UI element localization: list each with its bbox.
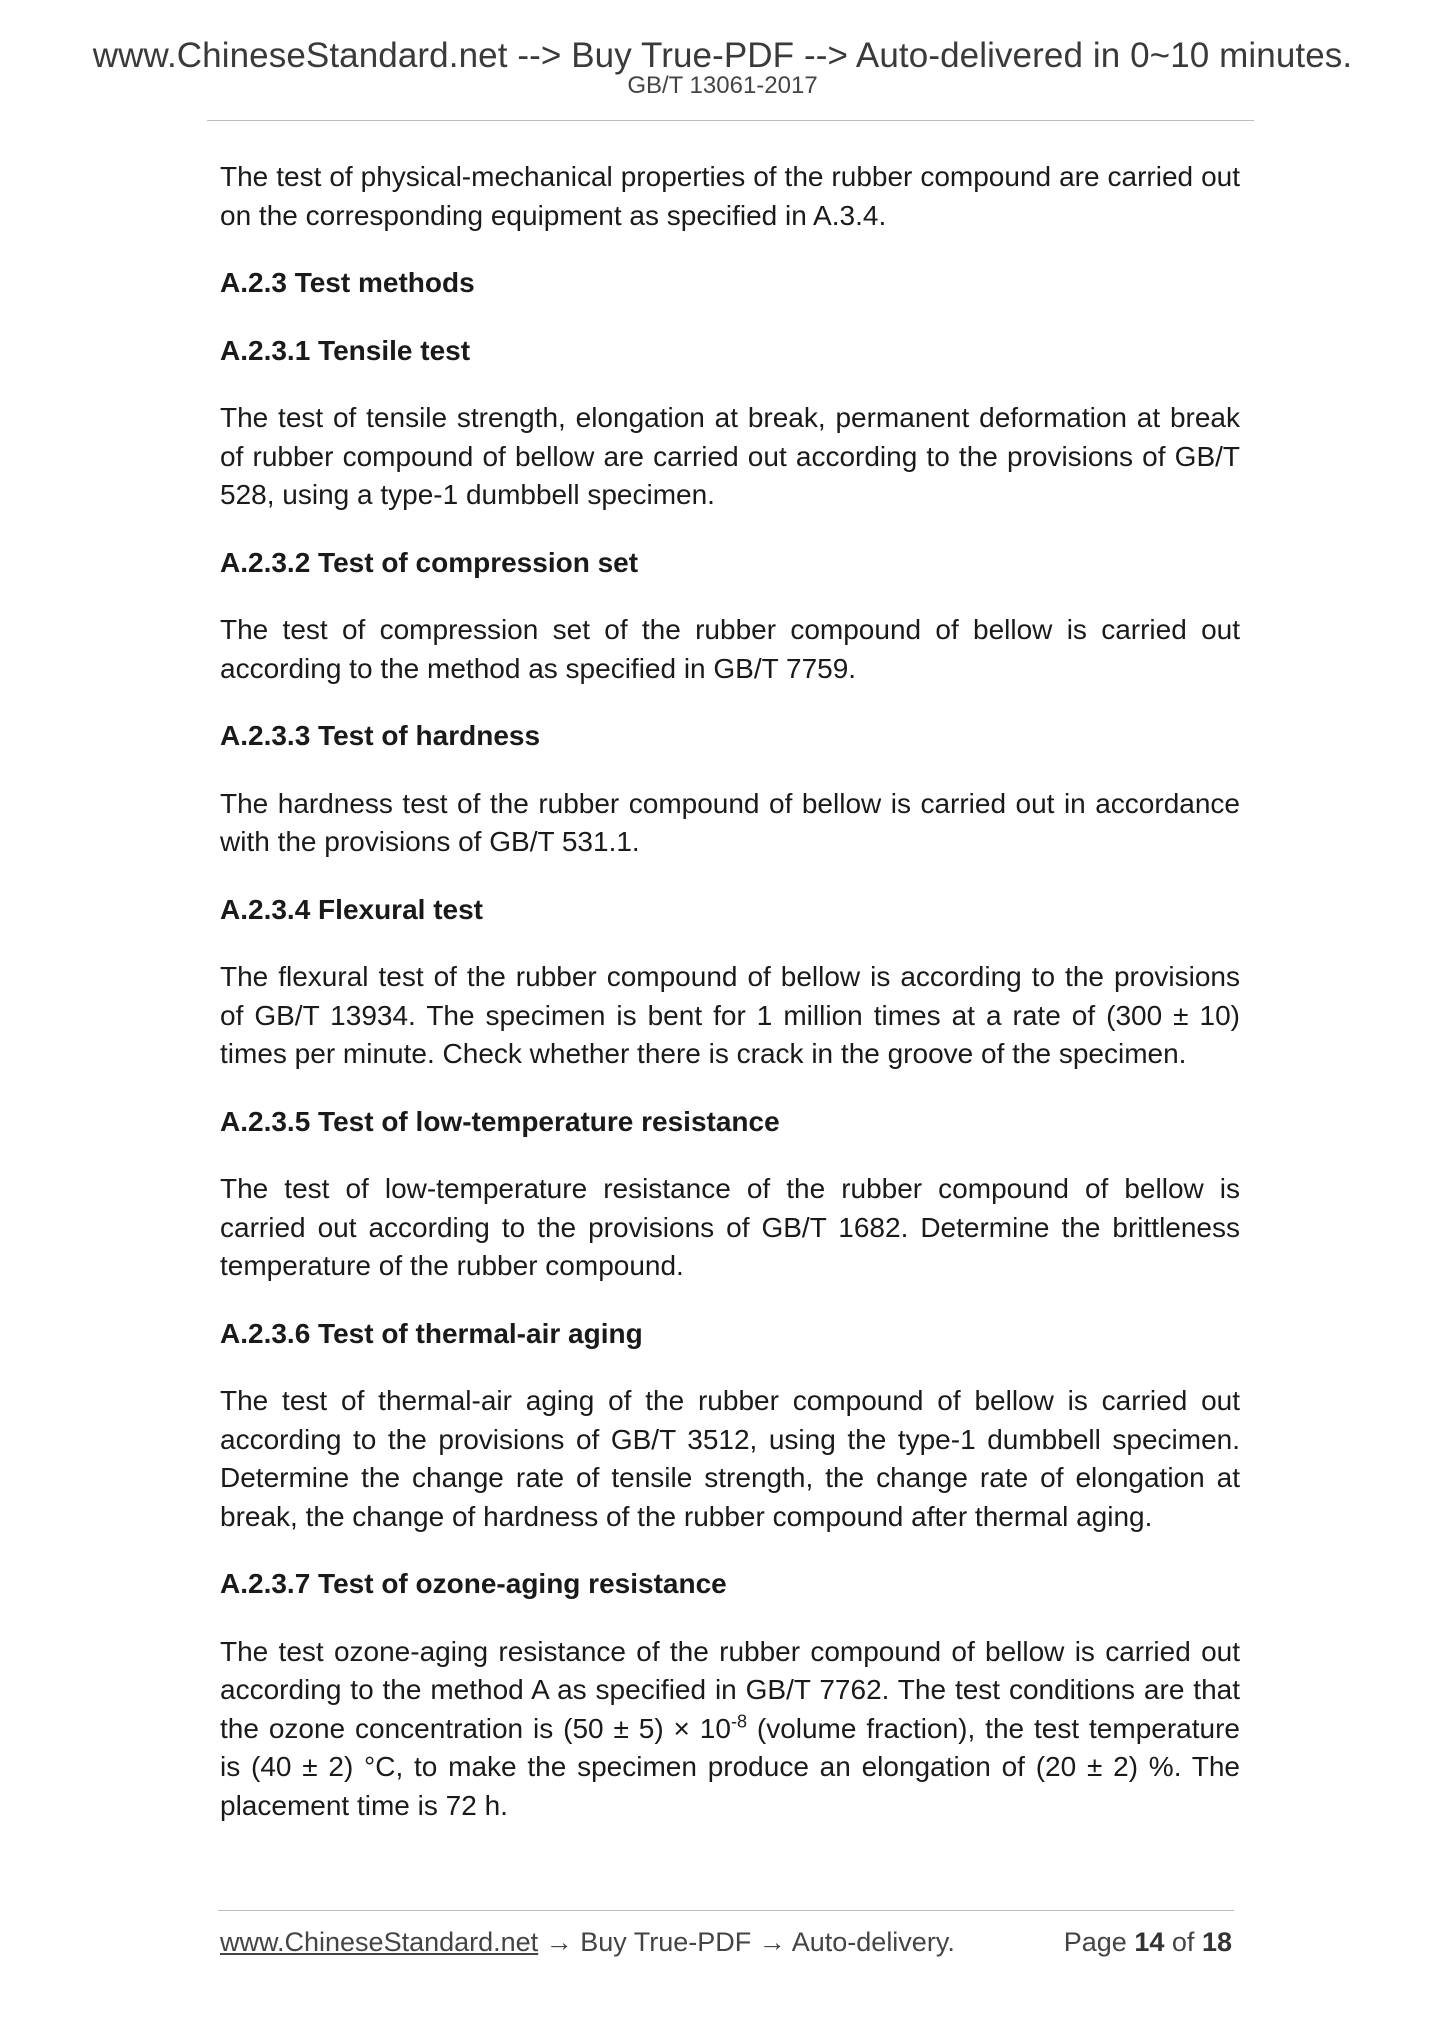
ozone-text-part-2: (volume fraction), the test temperature is (40 ± 2) °C, to make the specimen produce an elongation of (20 ± 2) %. The placement time is 72 h. bbox=[220, 1712, 1240, 1821]
footer-trail: → Buy True-PDF → Auto-delivery. bbox=[538, 1927, 955, 1957]
footer-site-link[interactable]: www.ChineseStandard.net bbox=[220, 1927, 539, 1957]
heading-ozone-aging: A.2.3.7 Test of ozone-aging resistance bbox=[220, 1568, 727, 1599]
header-divider bbox=[207, 120, 1254, 121]
ozone-text-part-1: The test ozone-aging resistance of the rubber compound of bellow is carried out according to the method A as specified in GB/T 7762. The test conditions are that the ozone concentration is (50 ± 5) × 10 bbox=[220, 1635, 1240, 1744]
standard-code: GB/T 13061-2017 bbox=[627, 72, 818, 99]
heading-hardness: A.2.3.3 Test of hardness bbox=[220, 720, 541, 751]
site-banner[interactable]: www.ChineseStandard.net --> Buy True-PDF --> Auto-delivered in 0~10 minutes. bbox=[92, 36, 1353, 75]
intro-paragraph: The test of physical-mechanical properties of the rubber compound are carried out on the corresponding equipment as specified in A.3.4. bbox=[220, 161, 1240, 231]
ozone-exponent: -8 bbox=[730, 1711, 747, 1732]
paragraph-flexural-test: The flexural test of the rubber compound of bellow is according to the provisions of GB/T 13934. The specimen is bent for 1 million times at a rate of (300 ± 10) times per minute. Check whether there is crack in the groove of the specimen. bbox=[220, 961, 1240, 1069]
footer-divider bbox=[218, 1910, 1234, 1911]
page-word: Page bbox=[1063, 1927, 1127, 1957]
page-total: 18 bbox=[1201, 1927, 1232, 1957]
heading-thermal-air-aging: A.2.3.6 Test of thermal-air aging bbox=[220, 1317, 643, 1349]
paragraph-ozone-aging bbox=[220, 1633, 1240, 1826]
paragraph-tensile-test: The test of tensile strength, elongation at break, permanent deformation at break of rubber compound of bellow are carried out according to the provisions of GB/T 528, using a type-1 dumbbell specimen. bbox=[220, 402, 1240, 510]
paragraph-low-temperature: The test of low-temperature resistance of the rubber compound of bellow is carried out according to the provisions of GB/T 1682. Determine the brittleness temperature of the rubber compound. bbox=[220, 1173, 1240, 1281]
document-body bbox=[220, 158, 1240, 1825]
paragraph-compression-set: The test of compression set of the rubber compound of bellow is carried out according to the method as specified in GB/T 7759. bbox=[220, 614, 1240, 684]
paragraph-hardness: The hardness test of the rubber compound of bellow is carried out in accordance with the provisions of GB/T 531.1. bbox=[220, 787, 1240, 857]
page-number: 14 bbox=[1134, 1927, 1165, 1957]
heading-low-temperature: A.2.3.5 Test of low-temperature resistance bbox=[220, 1105, 780, 1137]
paragraph-thermal-air-aging: The test of thermal-air aging of the rubber compound of bellow is carried out according to the provisions of GB/T 3512, using the type-1 dumbbell specimen. Determine the change rate of tensile strength, the change rate of elongation at break, the change of hardness of the rubber compound after thermal aging. bbox=[220, 1385, 1240, 1532]
heading-compression-set: A.2.3.2 Test of compression set bbox=[220, 546, 639, 578]
heading-tensile-test: A.2.3.1 Tensile test bbox=[220, 334, 471, 366]
page-indicator bbox=[1064, 1927, 1232, 1958]
footer-left bbox=[220, 1927, 955, 1958]
heading-test-methods: A.2.3 Test methods bbox=[220, 267, 475, 298]
heading-flexural-test: A.2.3.4 Flexural test bbox=[220, 893, 484, 925]
of-word: of bbox=[1171, 1927, 1195, 1957]
